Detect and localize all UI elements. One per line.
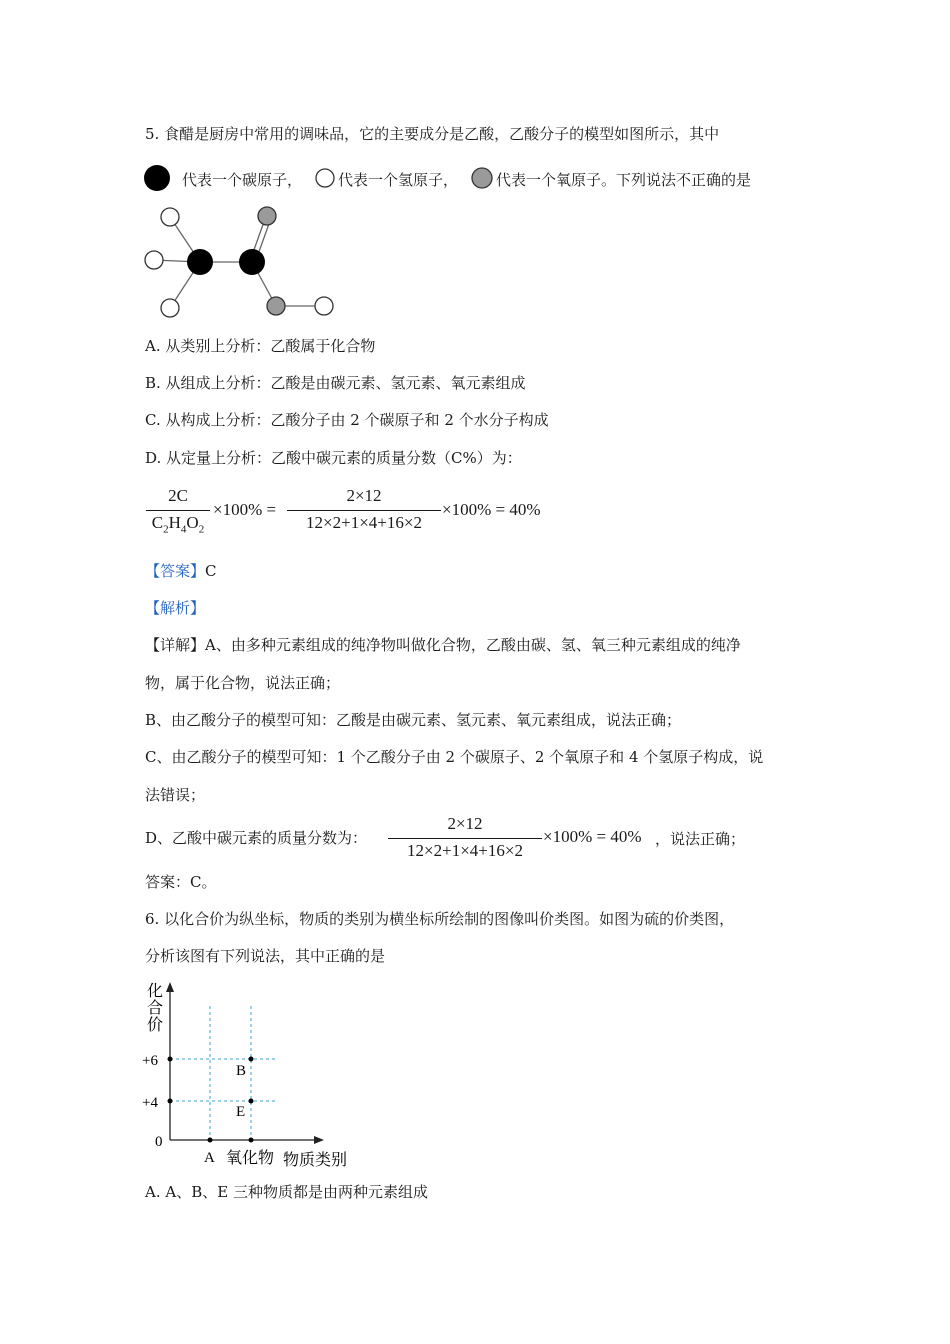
formula-numerator-1: 2C — [168, 486, 188, 505]
detail-d-fraction — [388, 814, 542, 866]
acetic-acid-molecule-model — [140, 200, 340, 324]
q6-option-a: A. A、B、E 三种物质都是由两种元素组成 — [145, 1183, 428, 1201]
y-axis-label-2: 合 — [147, 1000, 164, 1017]
x-category-oxide: 氧化物 — [226, 1150, 275, 1167]
detail-label: 【详解】 — [145, 636, 206, 654]
formula-denominator-1: $C_2H_4O_2$ — [151, 513, 205, 536]
point-a-label: A — [204, 1150, 215, 1166]
formula-middle: ×100% = — [213, 500, 277, 519]
formula-numerator-2: 2×12 — [346, 486, 382, 505]
detail-c-line1: C、由乙酸分子的模型可知：1 个乙酸分子由 2 个碳原子、2 个氧原子和 4 个氢原子构成，说 — [145, 748, 764, 766]
detail-a-line1: 【详解】A、由多种元素组成的纯净物叫做化合物，乙酸由碳、氢、氧三种元素组成的纯净 — [145, 636, 741, 654]
valence-category-chart — [140, 976, 370, 1172]
formula-fraction-1 — [146, 486, 210, 538]
analysis-label: 【解析】 — [145, 599, 206, 617]
answer-line — [145, 561, 217, 581]
q5-option-b: B. 从组成上分析：乙酸是由碳元素、氢元素、氧元素组成 — [145, 374, 526, 392]
detail-d-prefix: D、乙酸中碳元素的质量分数为： — [145, 829, 368, 847]
answer-label: 【答案】 — [145, 562, 206, 580]
answer-value: C — [205, 562, 217, 580]
formula-end: ×100% = 40% — [442, 500, 541, 519]
point-e-label: E — [236, 1104, 246, 1120]
y-axis-label-3: 价 — [147, 1017, 164, 1034]
x-axis-label: 物质类别 — [283, 1152, 348, 1169]
detail-d-suffix: ，说法正确； — [655, 830, 746, 848]
y-tick-plus4: +4 — [142, 1095, 158, 1111]
q6-line1: 6. 以化合价为纵坐标，物质的类别为横坐标所绘制的图像叫价类图。如图为硫的价类图， — [145, 910, 735, 928]
q5-option-d: D. 从定量上分析：乙酸中碳元素的质量分数（C%）为： — [145, 449, 522, 467]
detail-b: B、由乙酸分子的模型可知：乙酸是由碳元素、氢元素、氧元素组成，说法正确； — [145, 711, 682, 729]
y-tick-plus6: +6 — [142, 1053, 158, 1069]
formula-fraction-2 — [287, 486, 441, 538]
detail-a-line2: 物，属于化合物，说法正确； — [145, 674, 341, 692]
final-answer: 答案：C。 — [145, 873, 217, 891]
y-axis-label-1: 化 — [147, 983, 164, 1000]
y-tick-zero: 0 — [155, 1134, 163, 1150]
q6-line2: 分析该图有下列说法，其中正确的是 — [145, 947, 386, 965]
oxygen-atom-icon — [470, 166, 494, 190]
detail-d-denominator: 12×2+1×4+16×2 — [407, 841, 523, 860]
q5-intro: 5. 食醋是厨房中常用的调味品，它的主要成分是乙酸，乙酸分子的模型如图所示，其中 — [145, 125, 720, 143]
formula-denominator-2: 12×2+1×4+16×2 — [306, 513, 422, 532]
q5-option-c: C. 从构成上分析：乙酸分子由 2 个碳原子和 2 个水分子构成 — [145, 411, 549, 429]
detail-d-numerator: 2×12 — [447, 814, 483, 833]
hydrogen-atom-icon — [314, 166, 336, 190]
legend-carbon-text: 代表一个碳原子， — [182, 171, 303, 189]
q5-option-a: A. 从类别上分析：乙酸属于化合物 — [145, 337, 376, 355]
point-b-label: B — [236, 1063, 247, 1079]
detail-d-end: ×100% = 40% — [543, 827, 642, 846]
carbon-atom-icon — [143, 164, 173, 194]
legend-oxygen-text: 代表一个氧原子。下列说法不正确的是 — [496, 171, 752, 189]
detail-c-line2: 法错误； — [145, 786, 206, 804]
legend-hydrogen-text: 代表一个氢原子， — [338, 171, 459, 189]
